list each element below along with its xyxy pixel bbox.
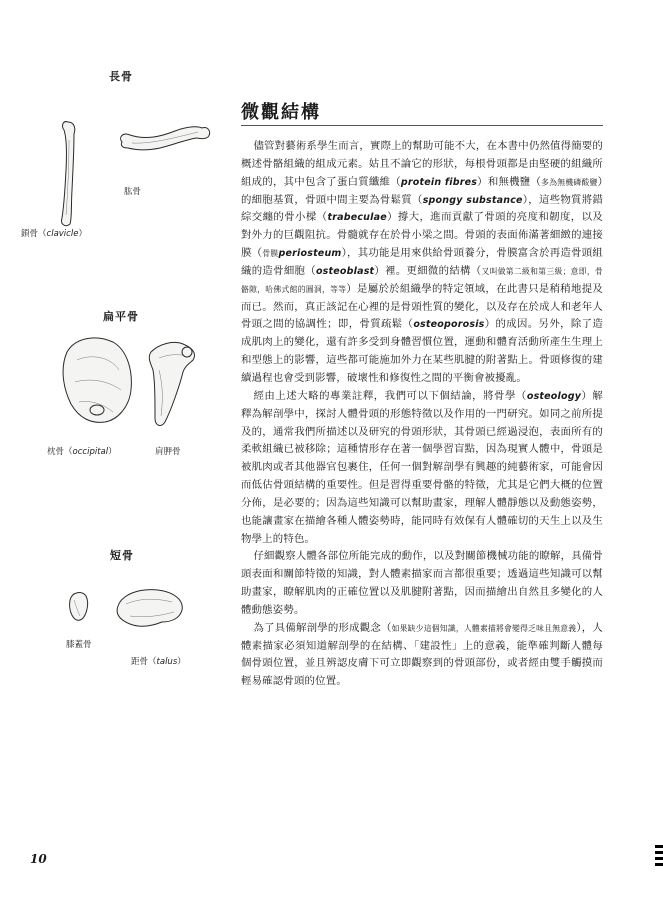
clavicle-drawing bbox=[62, 122, 75, 226]
section-heading-long-bones: 長骨 bbox=[109, 70, 133, 83]
term-periosteum: periosteum bbox=[278, 248, 342, 260]
p2-text: 經由上述大略的專業註釋，我們可以下個結論，將骨學（ bbox=[253, 389, 527, 402]
caption-talus-zh: 距骨 bbox=[131, 657, 149, 667]
p1-text: ），這些物質將錯綜交纏的骨小樑（ bbox=[241, 193, 603, 224]
caption-clavicle-latin: clavicle bbox=[46, 229, 79, 239]
patella-drawing bbox=[70, 593, 88, 621]
page-number: 10 bbox=[30, 852, 47, 866]
title-rule bbox=[241, 125, 603, 126]
caption-occipital-latin: occipital bbox=[72, 447, 109, 457]
note-inorganic-salt: 多為無機磷酸鹽 bbox=[541, 177, 598, 187]
caption-scapula: 肩胛骨 bbox=[155, 447, 181, 457]
edge-marker bbox=[655, 845, 663, 875]
term-osteoporosis: osteoporosis bbox=[413, 319, 485, 331]
p4-text: 為了具備解剖學的形成觀念（ bbox=[253, 621, 392, 634]
p1-text: ）撐大，進而貢獻了骨頭的亮度和韌度，以及對外力的巨觀阻抗。骨髓就存在於骨小梁之間。骨頭的表面佈滿著細緻的連接膜（ bbox=[241, 211, 604, 260]
section-heading-short-bones: 短骨 bbox=[110, 549, 134, 562]
short-bones-illustration bbox=[60, 580, 200, 640]
note-periosteum: 骨膜 bbox=[262, 249, 279, 259]
caption-occipital-zh: 枕骨 bbox=[47, 447, 65, 457]
term-trabeculae: trabeculae bbox=[327, 212, 387, 224]
p1-text: ）是屬於於組織學的特定領域，在此書只是稍稍地提及而已。然而，真正該記在心裡的是骨頭性質的變化，以及存在於成人和老年人骨頭之間的協調性；即，骨質疏鬆（ bbox=[241, 282, 603, 331]
caption-humerus: 肱骨 bbox=[124, 187, 142, 197]
scapula-drawing bbox=[149, 342, 194, 425]
caption-occipital: 枕骨（occipital） bbox=[47, 447, 117, 457]
flat-bones-illustration bbox=[55, 330, 215, 440]
long-bones-illustration bbox=[50, 110, 220, 235]
p2-text: ）解釋為解剖學中，探討人體骨頭的形態特徵以及作用的一門研究。如同之前所提及的，通常我們所描述以及研究的骨頭形狀，其骨頭已經過浸泡，表面所有的柔軟組織已被移除；這種情形存在著一個學習盲點，因為現實人體中，骨頭是被肌肉或者其他器官包裹住，任何一個對解剖學有興趣的純藝術家，可能會因而低估骨頭結構的重要性。但是習得重要骨骼的特徵，尤其是它們大概的位置分佈，是必要的；因為這些知識可以幫助畫家，理解人體靜態以及動態姿勢，也能讓畫家在描繪各種人體姿勢時，能同時有效保有人體確切的天生上以及生物學上的特色。 bbox=[241, 389, 603, 545]
term-osteology: osteology bbox=[526, 390, 582, 402]
talus-drawing bbox=[117, 590, 182, 627]
article-body bbox=[241, 138, 603, 691]
p4-text: ），人體素描家必須知道解剖學的在結構、「建設性」上的意義，能準確判斷人體每個骨頭位置，並且辨認皮膚下可立即觀察到的骨頭部份，或者經由雙手觸摸而輕易確認骨頭的位置。 bbox=[241, 621, 603, 688]
occipital-drawing bbox=[63, 338, 131, 422]
caption-talus: 距骨（talus） bbox=[131, 657, 186, 667]
p1-text: ）和無機鹽（ bbox=[477, 175, 542, 188]
p1-text: ）的成因。另外，除了造成肌肉上的變化，還有許多受到身體習慣位置，運動和體育活動所產生生理上和型態上的影響，這些都可能施加外力在某些肌腱的附著點上。骨頭修復的建續過程也會受到影響，破壞性和修復性之間的平衡會被擾亂。 bbox=[241, 318, 604, 384]
paragraph-4 bbox=[241, 620, 603, 691]
caption-patella: 膝蓋骨 bbox=[66, 640, 92, 650]
p3-text: 仔細觀察人體各部位所能完成的動作，以及對關節機械功能的瞭解，具備骨頭表面和關節特徵的知識，對人體素描家而言都很重要；透過這些知識可以幫助畫家，瞭解肌肉的正確位置以及肌腱附著點，因而描繪出自然且多變化的人體動態姿勢。 bbox=[241, 550, 603, 616]
term-osteoblast: osteoblast bbox=[315, 265, 375, 277]
p1-text: ）裡。更細微的結構（ bbox=[374, 264, 482, 277]
term-protein-fibres: protein fibres bbox=[400, 176, 478, 188]
paragraph-1 bbox=[241, 138, 603, 388]
paragraph-2 bbox=[241, 388, 603, 549]
term-spongy-substance: spongy substance bbox=[422, 194, 523, 206]
paragraph-3 bbox=[241, 548, 603, 619]
note-microstructure: 又叫做第二級和第三級；意即，骨骼隙，哈佛式館的圓洞，等等 bbox=[241, 266, 604, 294]
section-heading-flat-bones: 扁平骨 bbox=[103, 310, 139, 323]
humerus-drawing bbox=[121, 127, 210, 150]
caption-clavicle: 鎖骨（clavicle） bbox=[21, 229, 87, 239]
caption-clavicle-zh: 鎖骨 bbox=[21, 229, 39, 239]
note-anatomy-knowledge: 如果缺少這個知識，人體素描將會變得乏味且無意義 bbox=[391, 623, 577, 633]
p1-text: ）的細胞基質，骨頭中間主要為骨鬆質（ bbox=[241, 175, 604, 206]
article-title: 微觀結構 bbox=[241, 102, 321, 123]
p1-text: ），其功能是用來供給骨頭養分，骨膜富含於再造骨頭組織的造骨細胞（ bbox=[241, 247, 603, 277]
caption-talus-latin: talus bbox=[156, 657, 178, 667]
p1-text: 儘管對藝術系學生而言，實際上的幫助可能不大，在本書中仍然值得簡要的概述骨骼組織的組成元素。姑且不論它的形狀，每根骨頭都是由堅硬的組織所組成的，其中包含了蛋白質纖維（ bbox=[241, 140, 603, 188]
